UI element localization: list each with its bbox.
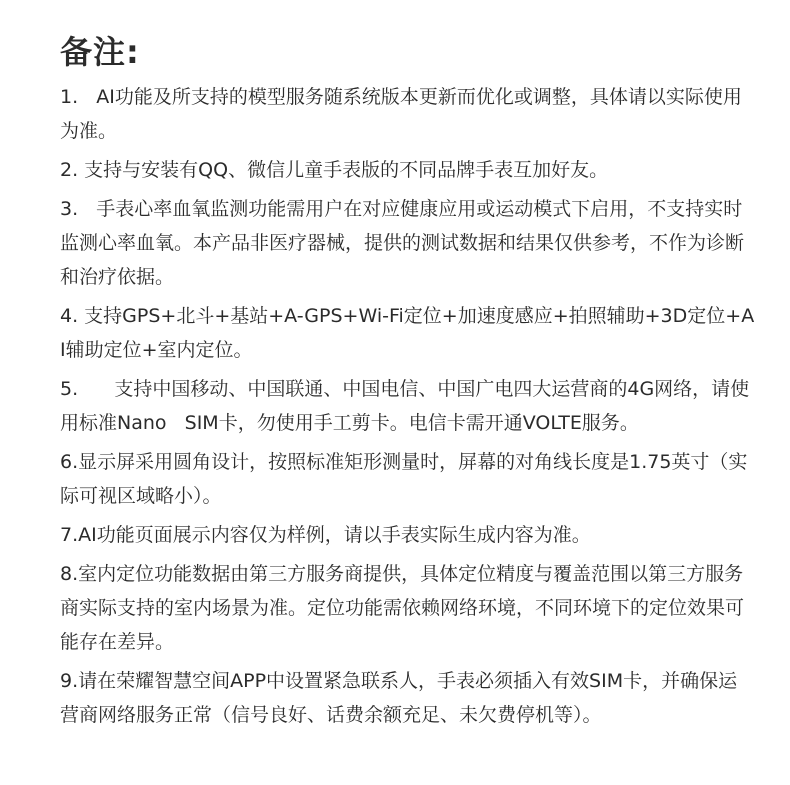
- note-item-8: 8.室内定位功能数据由第三方服务商提供，具体定位精度与覆盖范围以第三方服务商实际支持的室内场景为准。定位功能需依赖网络环境，不同环境下的定位效果可能存在差异。: [60, 563, 745, 653]
- note-item-7: 7.AI功能页面展示内容仅为样例，请以手表实际生成内容为准。: [60, 524, 591, 546]
- note-item-1: 1. AI功能及所支持的模型服务随系统版本更新而优化或调整，具体请以实际使用为准。: [60, 86, 742, 142]
- note-item-5: 5. 支持中国移动、中国联通、中国电信、中国广电四大运营商的4G网络，请使用标准Nano SIM卡，勿使用手工剪卡。电信卡需开通VOLTE服务。: [60, 378, 750, 434]
- note-item-9: 9.请在荣耀智慧空间APP中设置紧急联系人，手表必须插入有效SIM卡，并确保运营商网络服务正常（信号良好、话费余额充足、未欠费停机等）。: [60, 670, 738, 726]
- note-item-6: 6.显示屏采用圆角设计，按照标准矩形测量时，屏幕的对角线长度是1.75英寸（实际可视区域略小）。: [60, 451, 748, 507]
- note-item-2: 2. 支持与安装有QQ、微信儿童手表版的不同品牌手表互加好友。: [60, 159, 609, 181]
- notes-list: [60, 80, 756, 732]
- notes-title: 备注:: [60, 33, 140, 71]
- note-item-4: 4. 支持GPS+北斗+基站+A-GPS+Wi-Fi定位+加速度感应+拍照辅助+3D定位+AI辅助定位+室内定位。: [60, 305, 755, 361]
- note-item-3: 3. 手表心率血氧监测功能需用户在对应健康应用或运动模式下启用，不支持实时监测心率血氧。本产品非医疗器械，提供的测试数据和结果仅供参考，不作为诊断和治疗依据。: [60, 198, 745, 288]
